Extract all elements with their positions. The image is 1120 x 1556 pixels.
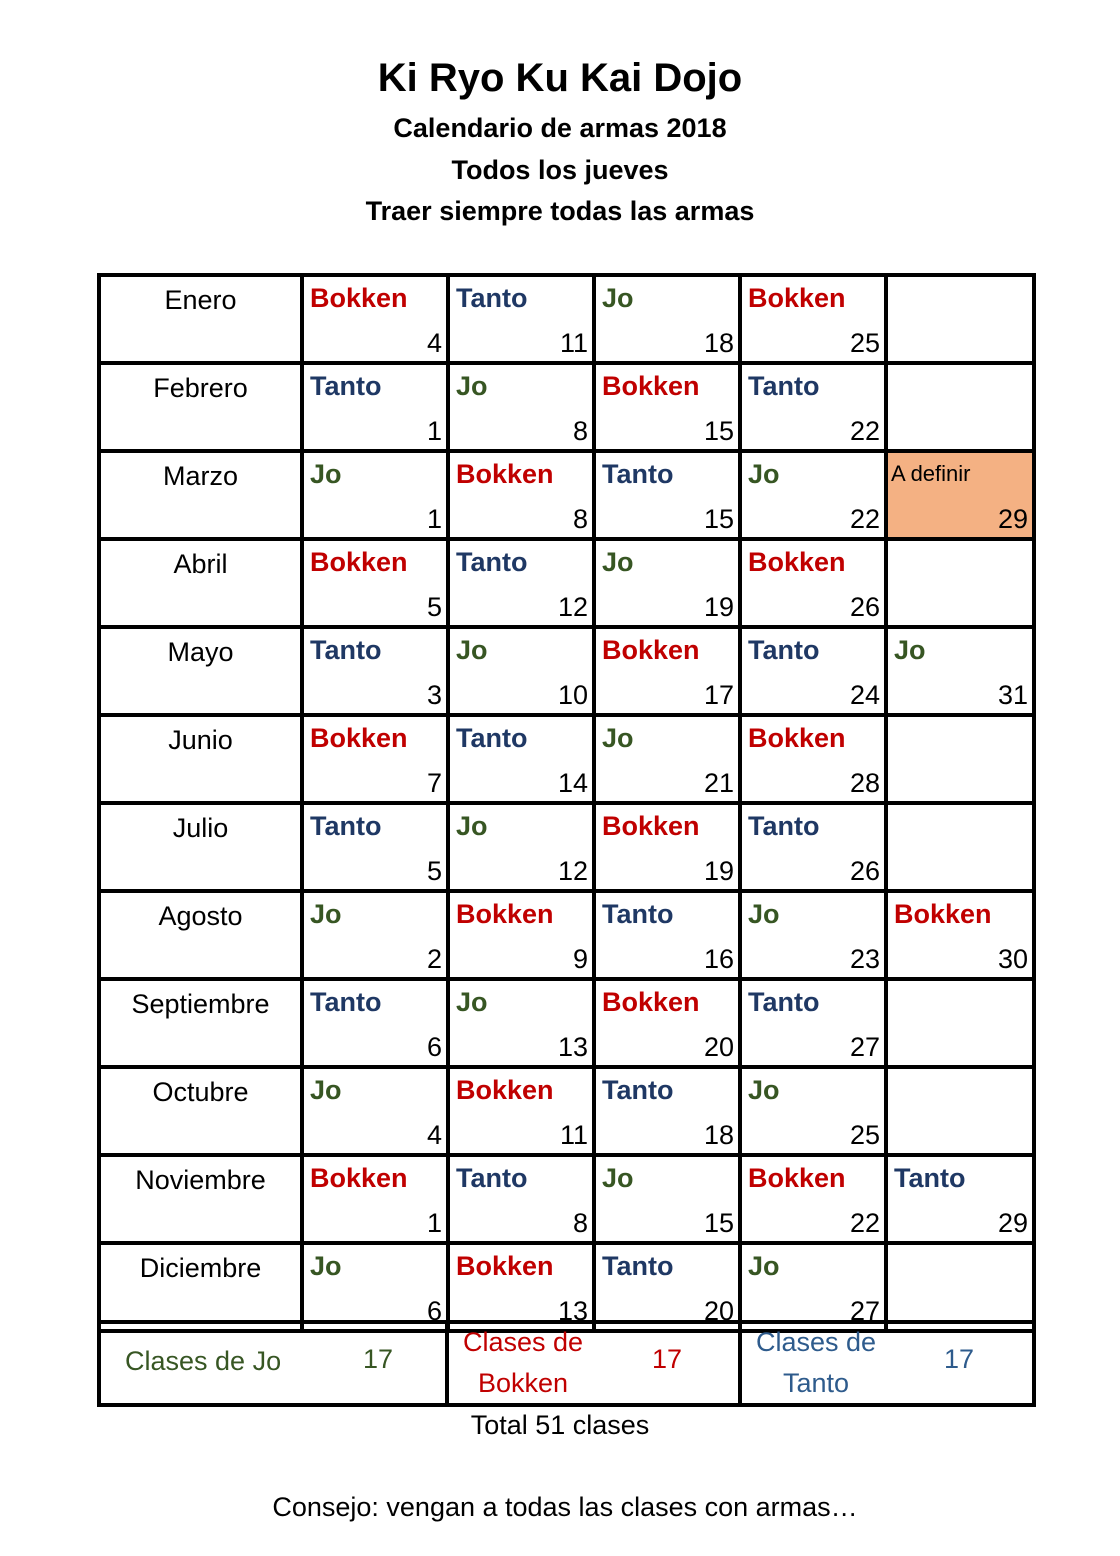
weapon-label: Bokken [748,283,846,313]
cell-content [888,1157,1032,1241]
cell-content [742,629,884,713]
weapon-label: Bokken [602,987,700,1017]
day-number: 14 [557,768,588,798]
class-day-cell [594,275,740,363]
month-name: Julio [99,803,302,891]
cell-content [742,453,884,537]
weapon-label: Jo [310,459,342,489]
weapon-label: Bokken [748,547,846,577]
month-name: Noviembre [99,1155,302,1243]
cell-content [596,629,738,713]
cell-content [742,717,884,801]
cell-content [596,717,738,801]
summary-tanto-label [754,1322,878,1404]
weapon-label: Tanto [456,283,528,313]
day-number: 8 [572,504,588,534]
month-name: Diciembre [99,1243,302,1331]
weapon-label: Tanto [456,1163,528,1193]
month-row [99,627,1034,715]
month-name: Febrero [99,363,302,451]
cell-content [450,1245,592,1329]
day-number: 30 [997,944,1028,974]
class-day-cell [886,1243,1034,1331]
day-number: 24 [849,680,880,710]
cell-content [450,805,592,889]
weapon-label: Tanto [602,1251,674,1281]
class-day-cell [886,979,1034,1067]
summary-bokken-label-line2: Bokken [477,1368,569,1398]
cell-content [450,453,592,537]
day-number: 20 [703,1032,734,1062]
cell-content [888,893,1032,977]
month-row [99,539,1034,627]
weapon-label: Jo [310,899,342,929]
cell-content [596,1157,738,1241]
weapon-label: Jo [602,723,634,753]
cell-content [450,365,592,449]
weapon-label: Jo [602,283,634,313]
day-number: 22 [849,1208,880,1238]
month-name: Agosto [99,891,302,979]
month-row [99,1155,1034,1243]
instruction-note: Traer siempre todas las armas [365,196,755,226]
cell-content [596,805,738,889]
day-number: 15 [703,416,734,446]
class-day-cell [594,363,740,451]
weapon-label: Bokken [602,371,700,401]
cell-content [304,981,446,1065]
cell-content [304,365,446,449]
weapon-label: Jo [456,987,488,1017]
cell-content [596,981,738,1065]
class-day-cell [740,1067,886,1155]
day-number: 5 [426,592,442,622]
weapon-label: Jo [748,899,780,929]
weapon-label: Jo [310,1075,342,1105]
day-number: 11 [559,328,588,358]
class-day-cell [886,1155,1034,1243]
day-number: 8 [572,416,588,446]
weapon-label: Jo [456,371,488,401]
class-day-cell [448,1155,594,1243]
class-day-cell [302,539,448,627]
weapon-label: Bokken [310,547,408,577]
weapon-label: Jo [602,547,634,577]
weapon-label: Tanto [748,635,820,665]
day-number: 7 [426,768,442,798]
weapon-label: Bokken [748,723,846,753]
cell-content [742,805,884,889]
day-number: 29 [997,1208,1028,1238]
weapon-label: Tanto [894,1163,966,1193]
cell-content [888,541,1032,625]
month-name: Septiembre [99,979,302,1067]
cell-content [304,541,446,625]
total-classes: Total 51 clases [470,1410,650,1440]
calendar-body [99,275,1034,1331]
class-day-cell [740,891,886,979]
advice-text: Consejo: vengan a todas las clases con armas… [272,1492,858,1522]
cell-content [888,981,1032,1065]
class-day-cell [302,979,448,1067]
cell-content [742,1157,884,1241]
cell-content [742,1069,884,1153]
class-day-cell [448,1067,594,1155]
weapon-label: Jo [456,811,488,841]
class-day-cell [886,627,1034,715]
day-number: 18 [703,1120,734,1150]
summary-bokken-count: 17 [652,1344,683,1374]
day-number: 1 [426,416,442,446]
day-number: 19 [703,856,734,886]
month-row [99,275,1034,363]
class-day-cell [594,627,740,715]
weapon-label: Tanto [748,371,820,401]
day-number: 23 [849,944,880,974]
summary-table [97,1320,1036,1407]
weapon-label: Bokken [894,899,992,929]
day-number: 6 [426,1032,442,1062]
day-number: 12 [557,856,588,886]
day-number: 1 [426,1208,442,1238]
month-name: Junio [99,715,302,803]
day-number: 17 [703,680,734,710]
day-number: 18 [703,328,734,358]
class-day-cell [594,803,740,891]
cell-content [596,277,738,361]
weapon-label: Tanto [310,635,382,665]
day-number: 22 [849,416,880,446]
class-day-cell [886,715,1034,803]
class-day-cell [448,715,594,803]
summary-tanto-label-line1: Clases de [755,1327,877,1357]
cell-content [450,1069,592,1153]
cell-content [742,981,884,1065]
weapon-label: Jo [748,1251,780,1281]
cell-content [742,277,884,361]
cell-content [742,893,884,977]
summary-tanto-label-line2: Tanto [782,1368,850,1398]
day-number: 2 [426,944,442,974]
class-day-cell [302,1067,448,1155]
month-row [99,1067,1034,1155]
cell-content [304,1069,446,1153]
weapon-label: Tanto [602,459,674,489]
class-day-cell [448,891,594,979]
cell-content [888,805,1032,889]
weapon-label: Jo [456,635,488,665]
day-number: 29 [997,504,1028,534]
weapon-label: Tanto [310,811,382,841]
month-name: Marzo [99,451,302,539]
class-day-cell [886,451,1034,539]
weapon-label: Bokken [456,1251,554,1281]
summary-bokken-label-line1: Clases de [462,1327,584,1357]
cell-content [888,365,1032,449]
day-number: 25 [849,328,880,358]
class-day-cell [302,627,448,715]
day-number: 19 [703,592,734,622]
weapon-label: Bokken [456,899,554,929]
cell-content [596,365,738,449]
day-number: 1 [426,504,442,534]
class-day-cell [740,539,886,627]
day-number: 22 [849,504,880,534]
month-row [99,451,1034,539]
class-day-cell [594,979,740,1067]
class-day-cell [594,715,740,803]
cell-content [304,805,446,889]
class-day-cell [448,1243,594,1331]
summary-bokken-label [461,1322,585,1404]
weapon-label: Bokken [310,723,408,753]
class-day-cell [886,1067,1034,1155]
cell-content [450,1157,592,1241]
class-day-cell [302,1243,448,1331]
class-day-cell [448,539,594,627]
class-day-cell [448,979,594,1067]
class-day-cell [302,803,448,891]
summary-row [99,1322,1034,1405]
cell-content [450,277,592,361]
day-number: 9 [572,944,588,974]
schedule-note: Todos los jueves [451,155,669,185]
summary-jo-label: Clases de Jo [125,1346,282,1376]
class-day-cell [740,451,886,539]
class-day-cell [594,1155,740,1243]
class-day-cell [448,803,594,891]
day-number: 3 [426,680,442,710]
cell-content [450,717,592,801]
weapon-label: Tanto [602,899,674,929]
day-number: 10 [557,680,588,710]
day-number: 8 [572,1208,588,1238]
weapon-label: Jo [894,635,926,665]
cell-content [596,541,738,625]
summary-jo [99,1322,447,1405]
weapon-label: Tanto [602,1075,674,1105]
class-day-cell [594,451,740,539]
day-number: 31 [997,680,1028,710]
month-name: Abril [99,539,302,627]
month-row [99,803,1034,891]
class-day-cell [302,275,448,363]
day-number: 4 [426,1120,442,1150]
weapon-label: Jo [748,1075,780,1105]
day-number: 4 [426,328,442,358]
weapons-calendar-table [97,273,1036,1333]
cell-content [888,1245,1032,1329]
weapon-label: Jo [310,1251,342,1281]
weapon-label: Tanto [748,811,820,841]
month-name: Mayo [99,627,302,715]
cell-content [596,1069,738,1153]
class-day-cell [740,275,886,363]
weapon-label: Bokken [310,1163,408,1193]
cell-content [450,981,592,1065]
day-number: 11 [559,1120,588,1150]
weapon-label: Bokken [602,635,700,665]
day-number: 26 [849,592,880,622]
cell-content [304,629,446,713]
cell-content [596,1245,738,1329]
cell-content [450,629,592,713]
class-day-cell [886,275,1034,363]
day-number: 15 [703,1208,734,1238]
weapon-label: Jo [748,459,780,489]
summary-tanto-count: 17 [944,1344,975,1374]
summary-bokken [447,1322,740,1405]
class-day-cell [740,1155,886,1243]
class-day-cell [740,979,886,1067]
day-number: 27 [849,1032,880,1062]
class-day-cell [302,363,448,451]
day-number: 15 [703,504,734,534]
day-number: 16 [703,944,734,974]
class-day-cell [886,803,1034,891]
weapon-label: Tanto [310,371,382,401]
class-day-cell [594,1243,740,1331]
weapon-label: Tanto [456,723,528,753]
cell-content [596,453,738,537]
day-number: 26 [849,856,880,886]
day-number: 5 [426,856,442,886]
weapon-label: Bokken [456,459,554,489]
cell-content [304,1245,446,1329]
weapon-label: Bokken [748,1163,846,1193]
day-number: 13 [557,1296,588,1326]
class-day-cell [448,451,594,539]
cell-content [888,453,1032,537]
summary-jo-count: 17 [363,1344,394,1374]
cell-content [742,541,884,625]
weapon-label: Bokken [602,811,700,841]
weapon-label: Bokken [310,283,408,313]
class-day-cell [302,891,448,979]
month-name: Octubre [99,1067,302,1155]
cell-content [304,1157,446,1241]
month-row [99,891,1034,979]
class-day-cell [594,891,740,979]
weapon-label: Tanto [748,987,820,1017]
cell-content [742,1245,884,1329]
weapon-label: Tanto [456,547,528,577]
class-day-cell [740,803,886,891]
cell-content [888,277,1032,361]
cell-content [450,541,592,625]
class-day-cell [740,1243,886,1331]
month-row [99,1243,1034,1331]
class-day-cell [302,715,448,803]
class-day-cell [594,1067,740,1155]
class-day-cell [302,451,448,539]
class-day-cell [740,715,886,803]
cell-content [742,365,884,449]
cell-content [304,717,446,801]
cell-content [304,277,446,361]
day-number: 20 [703,1296,734,1326]
month-row [99,979,1034,1067]
day-number: 21 [703,768,734,798]
day-number: 25 [849,1120,880,1150]
month-row [99,363,1034,451]
cell-content [304,453,446,537]
class-day-cell [594,539,740,627]
class-day-cell [448,275,594,363]
month-row [99,715,1034,803]
cell-content [450,893,592,977]
class-day-cell [448,363,594,451]
class-day-cell [740,627,886,715]
day-number: 12 [557,592,588,622]
weapon-label: Bokken [456,1075,554,1105]
class-day-cell [886,363,1034,451]
summary-tanto [740,1322,1034,1405]
cell-content [888,717,1032,801]
class-day-cell [448,627,594,715]
cell-content [596,893,738,977]
weapon-label: A definir [891,461,971,486]
class-day-cell [302,1155,448,1243]
month-name: Enero [99,275,302,363]
weapon-label: Tanto [310,987,382,1017]
class-day-cell [886,539,1034,627]
day-number: 28 [849,768,880,798]
weapon-label: Jo [602,1163,634,1193]
class-day-cell [740,363,886,451]
day-number: 6 [426,1296,442,1326]
cell-content [304,893,446,977]
page-title: Ki Ryo Ku Kai Dojo [377,56,743,100]
day-number: 13 [557,1032,588,1062]
class-day-cell [886,891,1034,979]
cell-content [888,1069,1032,1153]
day-number: 27 [849,1296,880,1326]
cell-content [888,629,1032,713]
calendar-subtitle: Calendario de armas 2018 [393,113,727,143]
